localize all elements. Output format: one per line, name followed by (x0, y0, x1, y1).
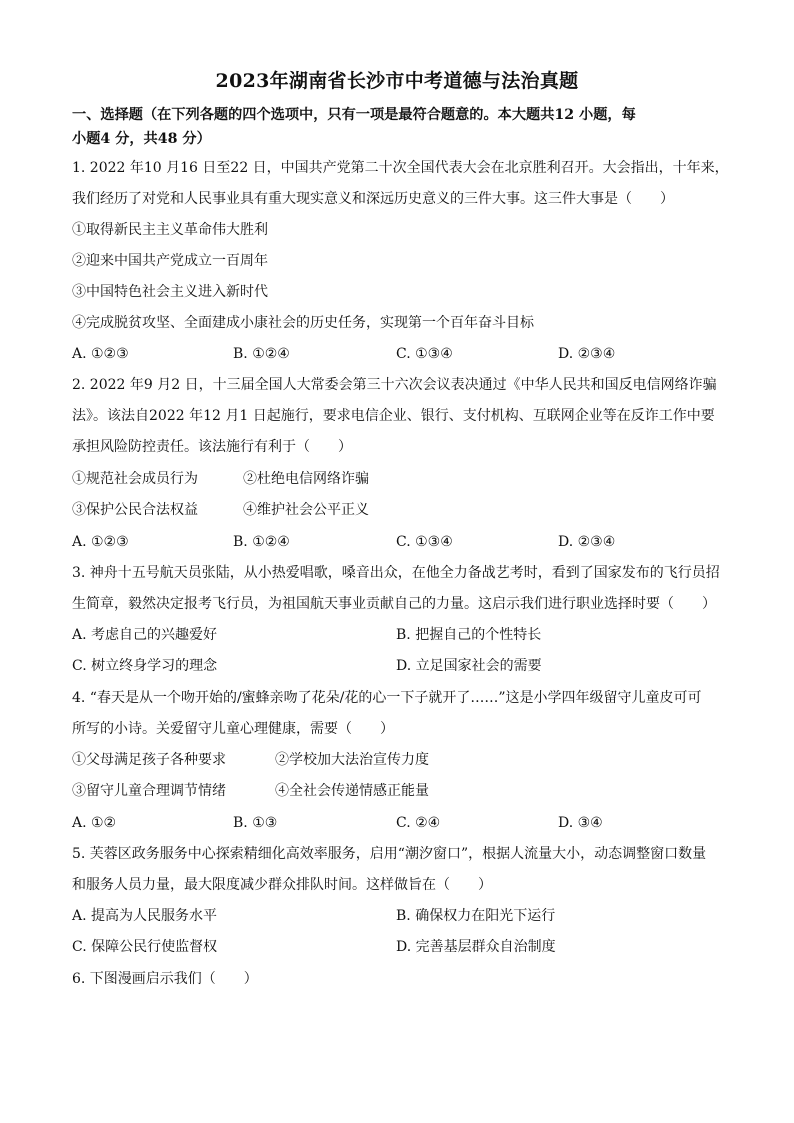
q4-option-c[interactable]: C. ②④ (396, 815, 441, 831)
q2-statement-4: ④维护社会公平正义 (243, 502, 369, 518)
q1-option-a[interactable]: A. ①②③ (72, 346, 129, 362)
q1-option-b[interactable]: B. ①②④ (233, 346, 290, 362)
q4-option-b[interactable]: B. ①③ (233, 815, 278, 831)
q4-stem-line-2: 所写的小诗。关爱留守儿童心理健康，需要（ ） (72, 721, 394, 737)
q4-statement-2: ②学校加大法治宣传力度 (275, 752, 429, 768)
q5-option-a[interactable]: A. 提高为人民服务水平 (72, 908, 218, 924)
q2-stem-line-1: 2. 2022 年9 月2 日，十三届全国人大常委会第三十六次会议表决通过《中华人民共和国反电信网络诈骗 (72, 377, 717, 393)
q6-stem-line-1: 6. 下图漫画启示我们（ ） (72, 971, 258, 987)
q1-stem-line-2: 我们经历了对党和人民事业具有重大现实意义和深远历史意义的三件大事。这三件大事是（ ） (72, 191, 674, 207)
q1-statement-4: ④完成脱贫攻坚、全面建成小康社会的历史任务，实现第一个百年奋斗目标 (72, 315, 534, 331)
q3-option-b[interactable]: B. 把握自己的个性特长 (396, 627, 542, 643)
q1-statement-2: ②迎来中国共产党成立一百周年 (72, 253, 268, 269)
q4-statement-3: ③留守儿童合理调节情绪 (72, 783, 226, 799)
q4-stem-line-1: 4. “春天是从一个吻开始的/蜜蜂亲吻了花朵/花的心一下子就开了……”这是小学四年级留守儿童皮可可 (72, 690, 702, 706)
q1-statement-3: ③中国特色社会主义进入新时代 (72, 284, 268, 300)
q2-statement-2: ②杜绝电信网络诈骗 (243, 471, 369, 487)
q4-option-d[interactable]: D. ③④ (558, 815, 603, 831)
q5-stem-line-2: 和服务人员力量，最大限度减少群众排队时间。这样做旨在（ ） (72, 877, 492, 893)
section-heading-line-1: 一、选择题（在下列各题的四个选项中，只有一项是最符合题意的。本大题共12 小题，每 (72, 107, 636, 123)
q2-statement-1: ①规范社会成员行为 (72, 471, 198, 487)
q2-stem-line-3: 承担风险防控责任。该法施行有利于（ ） (72, 439, 352, 455)
q2-stem-line-2: 法》。该法自2022 年12 月1 日起施行，要求电信企业、银行、支付机构、互联网企业等在反诈工作中要 (72, 408, 715, 424)
q1-statement-1: ①取得新民主主义革命伟大胜利 (72, 222, 268, 238)
q4-statement-4: ④全社会传递情感正能量 (275, 783, 429, 799)
q1-option-c[interactable]: C. ①③④ (396, 346, 453, 362)
q2-option-d[interactable]: D. ②③④ (558, 534, 616, 550)
q1-stem-line-1: 1. 2022 年10 月16 日至22 日，中国共产党第二十次全国代表大会在北京胜利召开。大会指出，十年来， (72, 160, 729, 176)
q3-option-d[interactable]: D. 立足国家社会的需要 (396, 658, 542, 674)
q5-option-c[interactable]: C. 保障公民行使监督权 (72, 939, 218, 955)
q3-stem-line-1: 3. 神舟十五号航天员张陆，从小热爱唱歌，嗓音出众，在他全力备战艺考时，看到了国家发布的飞行员招 (72, 565, 720, 581)
page-title: 2023年湖南省长沙市中考道德与法治真题 (215, 70, 579, 92)
q4-option-a[interactable]: A. ①② (72, 815, 117, 831)
q3-option-c[interactable]: C. 树立终身学习的理念 (72, 658, 218, 674)
q2-option-c[interactable]: C. ①③④ (396, 534, 453, 550)
q5-stem-line-1: 5. 芙蓉区政务服务中心探索精细化高效率服务，启用“潮汐窗口”，根据人流量大小，动态调整窗口数量 (72, 846, 707, 862)
q5-option-b[interactable]: B. 确保权力在阳光下运行 (396, 908, 556, 924)
q2-option-b[interactable]: B. ①②④ (233, 534, 290, 550)
q2-option-a[interactable]: A. ①②③ (72, 534, 129, 550)
q3-stem-line-2: 生简章，毅然决定报考飞行员，为祖国航天事业贡献自己的力量。这启示我们进行职业选择时要（ ） (72, 596, 716, 612)
section-heading-line-2: 小题4 分，共48 分） (72, 131, 211, 147)
q4-statement-1: ①父母满足孩子各种要求 (72, 752, 226, 768)
q5-option-d[interactable]: D. 完善基层群众自治制度 (396, 939, 556, 955)
q2-statement-3: ③保护公民合法权益 (72, 502, 198, 518)
q3-option-a[interactable]: A. 考虑自己的兴趣爱好 (72, 627, 218, 643)
q1-option-d[interactable]: D. ②③④ (558, 346, 616, 362)
